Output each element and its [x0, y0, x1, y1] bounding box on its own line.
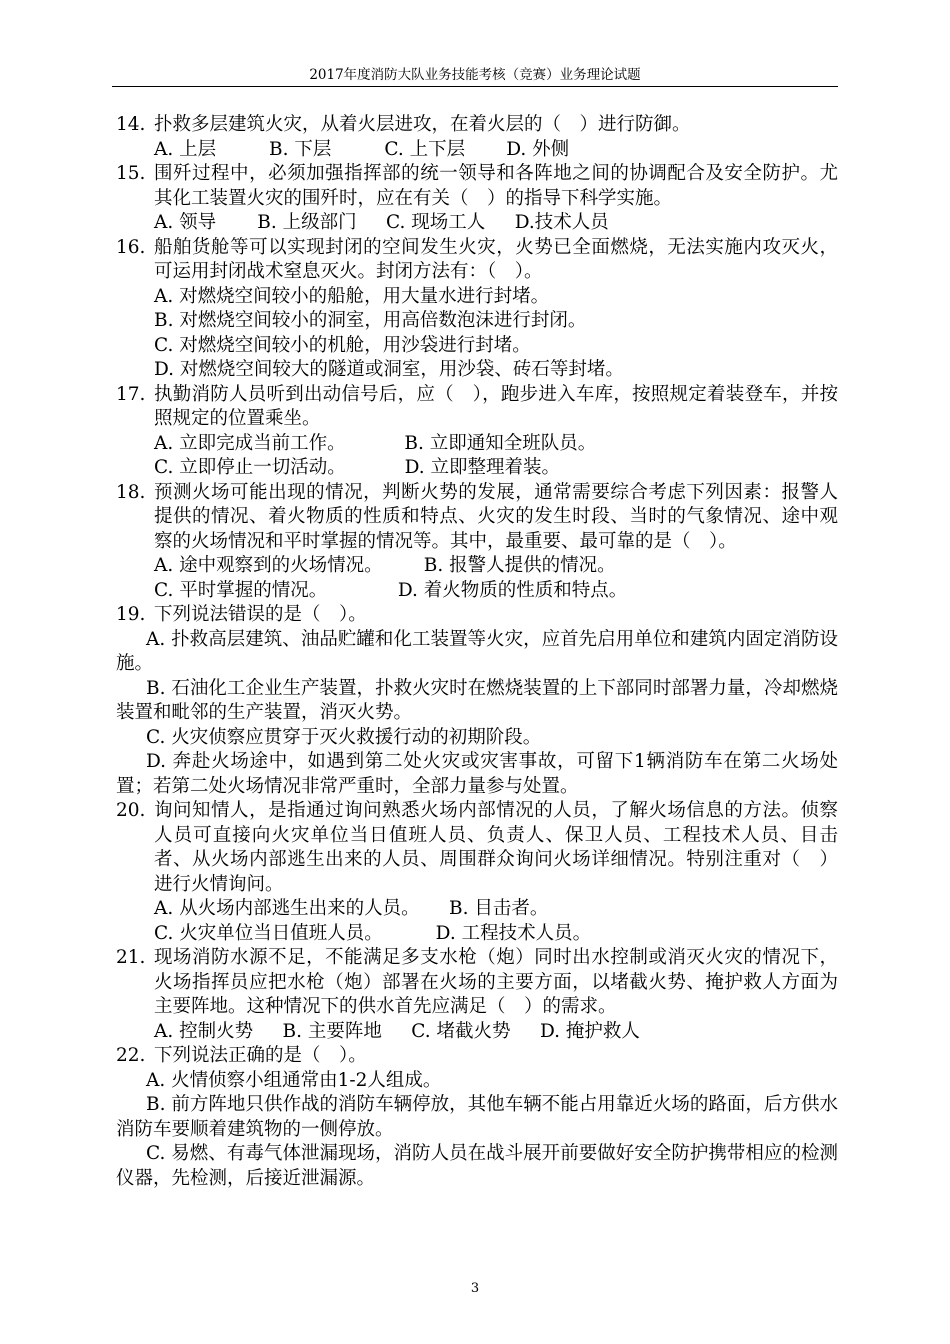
answer-options: B. 对燃烧空间较小的洞室，用高倍数泡沫进行封闭。	[154, 310, 587, 331]
page-number: 3	[470, 1281, 480, 1296]
question-number: 17.	[116, 383, 146, 405]
question-number: 18.	[116, 481, 146, 503]
question-number: 15.	[116, 163, 146, 184]
answer-option-paragraph: B. 石油化工企业生产装置，扑救火灾时在燃烧装置的上下部同时部署力量，冷却燃烧装置和毗邻的生产装置，消灭火势。	[116, 677, 838, 723]
answer-options: A. 上层 B. 下层 C. 上下层 D. 外侧	[154, 138, 570, 160]
answer-options: A. 立即完成当前工作。 B. 立即通知全班队员。	[154, 432, 597, 454]
question-stem: 下列说法正确的是（ ）。	[154, 1045, 367, 1066]
question-number: 19.	[116, 604, 146, 625]
answer-options: C. 立即停止一切活动。 D. 立即整理着装。	[154, 457, 560, 478]
answer-option-paragraph: D. 奔赴火场途中，如遇到第二处火灾或灾害事故，可留下1辆消防车在第二火场处置；若第二处火场情况非常严重时，全部力量参与处置。	[116, 751, 838, 797]
answer-options: A. 领导 B. 上级部门 C. 现场工人 D.技术人员	[154, 212, 609, 233]
question-item	[116, 113, 838, 162]
page-header-title: 2017年度消防大队业务技能考核（竞赛）业务理论试题	[309, 67, 641, 83]
header-divider	[112, 86, 838, 87]
answer-options: C. 平时掌握的情况。 D. 着火物质的性质和特点。	[154, 579, 628, 601]
question-stem: 现场消防水源不足，不能满足多支水枪（炮）同时出水控制或消灭火灾的情况下，火场指挥员应把水枪（炮）部署在火场的主要方面，以堵截火势、掩护救人方面为主要阵地。这种情况下的供水首先应满足（ ）的需求。	[154, 947, 838, 1017]
question-item	[116, 946, 838, 1044]
answer-option-paragraph: A. 扑救高层建筑、油品贮罐和化工装置等火灾，应首先启用单位和建筑内固定消防设施。	[116, 628, 838, 674]
answer-options: A. 从火场内部逃生出来的人员。 B. 目击者。	[154, 898, 549, 919]
answer-options: A. 途中观察到的火场情况。 B. 报警人提供的情况。	[154, 555, 616, 576]
question-stem: 围歼过程中，必须加强指挥部的统一领导和各阵地之间的协调配合及安全防护。尤其化工装置火灾的围歼时，应在有关（ ）的指导下科学实施。	[154, 163, 838, 209]
answer-option-paragraph: C. 易燃、有毒气体泄漏现场，消防人员在战斗展开前要做好安全防护携带相应的检测仪器，先检测，后接近泄漏源。	[116, 1143, 838, 1189]
answer-options: C. 对燃烧空间较小的机舱，用沙袋进行封堵。	[154, 334, 531, 356]
question-number: 16.	[116, 236, 146, 258]
question-number: 14.	[116, 114, 146, 135]
answer-option-paragraph: B. 前方阵地只供作战的消防车辆停放，其他车辆不能占用靠近火场的路面，后方供水消防车要顺着建筑物的一侧停放。	[116, 1094, 838, 1140]
question-item	[116, 603, 838, 799]
answer-options: C. 火灾单位当日值班人员。 D. 工程技术人员。	[154, 922, 592, 944]
question-number: 22.	[116, 1045, 146, 1066]
answer-options: A. 对燃烧空间较小的船舱，用大量水进行封堵。	[154, 285, 550, 307]
question-number: 21.	[116, 947, 146, 968]
answer-option-paragraph: C. 火灾侦察应贯穿于灭火救援行动的初期阶段。	[146, 726, 542, 748]
question-stem: 船舶货舱等可以实现封闭的空间发生火灾，火势已全面燃烧，无法实施内攻灭火，可运用封闭战术窒息灭火。封闭方法有：（ ）。	[154, 236, 838, 282]
question-item	[116, 383, 838, 481]
question-stem: 扑救多层建筑火灾，从着火层进攻，在着火层的（ ）进行防御。	[154, 114, 691, 135]
question-item	[116, 162, 838, 236]
question-item	[116, 1044, 838, 1191]
answer-options: A. 控制火势 B. 主要阵地 C. 堵截火势 D. 掩护救人	[154, 1020, 640, 1042]
question-stem: 询问知情人，是指通过询问熟悉火场内部情况的人员，了解火场信息的方法。侦察人员可直接向火灾单位当日值班人员、负责人、保卫人员、工程技术人员、目击者、从火场内部逃生出来的人员、周围群众询问火场详细情况。特别注重对（ ）进行火情询问。	[154, 800, 838, 895]
question-item	[116, 799, 838, 946]
answer-option-paragraph: A. 火情侦察小组通常由1-2人组成。	[146, 1069, 442, 1091]
question-stem: 预测火场可能出现的情况，判断火势的发展，通常需要综合考虑下列因素：报警人提供的情况、着火物质的性质和特点、火灾的发生时段、当时的气象情况、途中观察的火场情况和平时掌握的情况等。其中，最重要、最可靠的是（ ）。	[154, 481, 838, 552]
question-item	[116, 481, 838, 604]
answer-options: D. 对燃烧空间较大的隧道或洞室，用沙袋、砖石等封堵。	[154, 359, 624, 380]
question-number: 20.	[116, 800, 146, 821]
question-item	[116, 236, 838, 383]
question-list	[116, 113, 838, 1191]
question-stem: 执勤消防人员听到出动信号后，应（ ），跑步进入车库，按照规定着装登车，并按照规定的位置乘坐。	[154, 383, 838, 429]
question-stem: 下列说法错误的是（ ）。	[154, 604, 367, 625]
